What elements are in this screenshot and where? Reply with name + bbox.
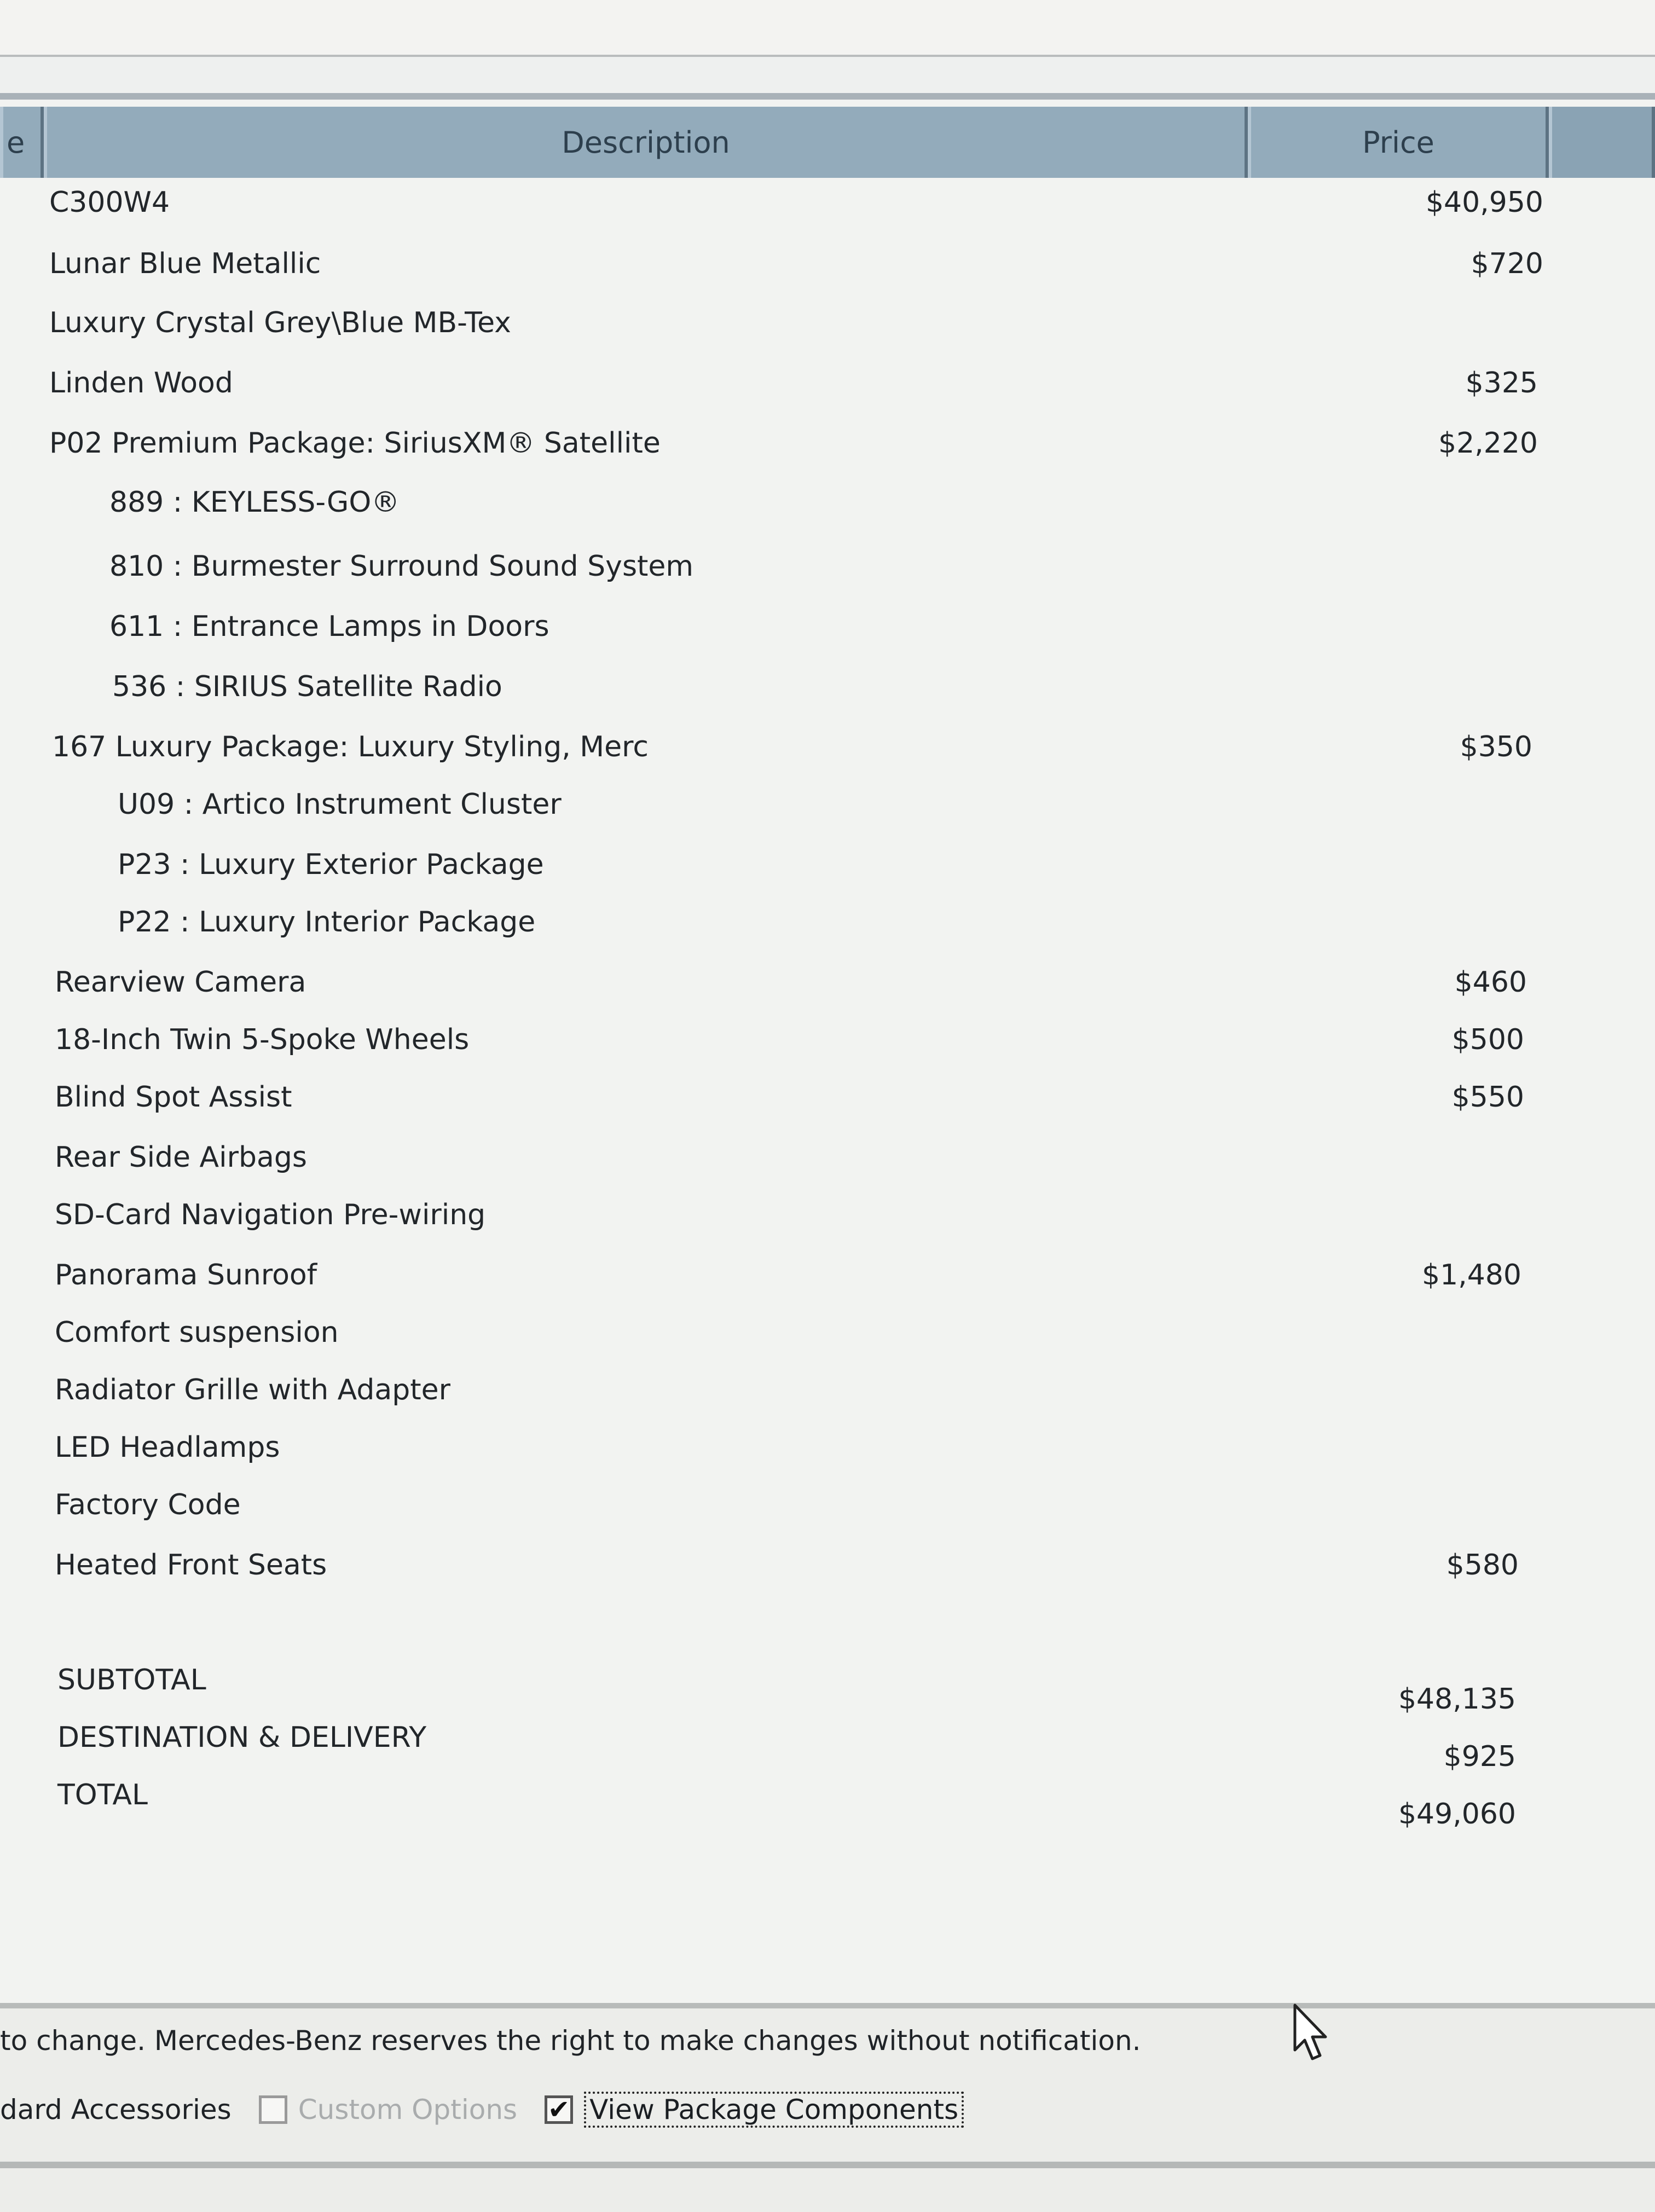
table-row[interactable] <box>0 955 1554 1010</box>
mouse-pointer-icon <box>1292 2003 1330 2063</box>
table-row[interactable] <box>0 475 1554 530</box>
row-price: $720 <box>1471 247 1543 280</box>
table-header <box>0 107 1655 178</box>
column-header-description[interactable]: Description <box>44 107 1248 178</box>
column-header-stub[interactable]: e <box>0 107 44 178</box>
destination-delivery-row <box>0 1710 1554 1773</box>
row-description: Lunar Blue Metallic <box>49 247 321 280</box>
table-row[interactable] <box>0 1363 1554 1417</box>
row-price: $580 <box>1446 1549 1519 1582</box>
total-label: TOTAL <box>57 1779 148 1811</box>
table-row[interactable] <box>0 1130 1554 1185</box>
table-row[interactable] <box>0 720 1554 774</box>
column-header-filler <box>1549 107 1655 178</box>
row-description: Rear Side Airbags <box>55 1141 307 1174</box>
standard-accessories-label[interactable]: dard Accessories <box>0 2094 232 2126</box>
row-description: Blind Spot Assist <box>55 1081 292 1114</box>
row-description: Panorama Sunroof <box>55 1259 317 1292</box>
checkmark-icon: ✔ <box>547 2094 570 2125</box>
row-price: $40,950 <box>1425 186 1543 219</box>
row-description: P22 : Luxury Interior Package <box>118 906 536 939</box>
row-price: $550 <box>1451 1081 1524 1114</box>
row-description: 611 : Entrance Lamps in Doors <box>109 610 549 643</box>
table-row[interactable] <box>0 1305 1554 1360</box>
table-row[interactable] <box>0 837 1554 892</box>
table-row[interactable] <box>0 1012 1554 1067</box>
table-row[interactable] <box>0 1420 1554 1475</box>
column-header-price[interactable]: Price <box>1248 107 1549 178</box>
destination-delivery-value: $925 <box>1443 1740 1516 1773</box>
table-row[interactable] <box>0 1070 1554 1125</box>
row-description: Luxury Crystal Grey\Blue MB-Tex <box>49 306 511 339</box>
row-description: 18-Inch Twin 5-Spoke Wheels <box>55 1023 470 1056</box>
top-strip <box>0 0 1655 57</box>
row-description: 810 : Burmester Surround Sound System <box>109 550 694 583</box>
table-row[interactable] <box>0 356 1554 410</box>
row-description: SD-Card Navigation Pre-wiring <box>55 1198 486 1231</box>
table-row[interactable] <box>0 599 1554 654</box>
row-description: C300W4 <box>49 186 170 219</box>
table-row[interactable] <box>0 1538 1554 1593</box>
row-description: LED Headlamps <box>55 1431 280 1464</box>
row-description: Radiator Grille with Adapter <box>55 1374 450 1406</box>
options-row <box>0 2085 964 2134</box>
row-description: U09 : Artico Instrument Cluster <box>118 788 562 821</box>
row-price: $1,480 <box>1422 1259 1521 1292</box>
row-description: Factory Code <box>55 1489 241 1521</box>
row-description: Rearview Camera <box>55 966 306 999</box>
table-row[interactable] <box>0 1478 1554 1532</box>
bottom-divider <box>0 2162 1655 2168</box>
row-description: Comfort suspension <box>55 1316 339 1349</box>
table-row[interactable] <box>0 659 1554 714</box>
row-description: 536 : SIRIUS Satellite Radio <box>112 670 502 703</box>
total-value: $49,060 <box>1398 1798 1516 1831</box>
table-row[interactable] <box>0 1188 1554 1242</box>
row-description: Linden Wood <box>49 367 233 399</box>
table-row[interactable] <box>0 895 1554 949</box>
row-price: $350 <box>1460 731 1532 763</box>
subtotal-label: SUBTOTAL <box>57 1664 206 1696</box>
table-row[interactable] <box>0 236 1554 291</box>
disclaimer-text: to change. Mercedes-Benz reserves the right to make changes without notification. <box>0 2025 1141 2057</box>
view-package-components-label[interactable]: View Package Components <box>584 2092 964 2128</box>
destination-delivery-label: DESTINATION & DELIVERY <box>57 1721 427 1754</box>
row-price: $325 <box>1465 367 1538 399</box>
total-row <box>0 1768 1554 1831</box>
table-row[interactable] <box>0 296 1554 350</box>
table-row[interactable] <box>0 1248 1554 1302</box>
row-description: P02 Premium Package: SiriusXM® Satellite <box>49 427 661 460</box>
subtotal-row <box>0 1653 1554 1716</box>
row-price: $460 <box>1454 966 1527 999</box>
view-package-components-checkbox[interactable] <box>545 2095 573 2124</box>
table-row[interactable] <box>0 777 1554 832</box>
table-row[interactable] <box>0 175 1554 230</box>
row-description: Heated Front Seats <box>55 1549 327 1582</box>
row-description: 889 : KEYLESS-GO® <box>109 486 400 519</box>
subtotal-value: $48,135 <box>1398 1683 1516 1716</box>
row-description: P23 : Luxury Exterior Package <box>118 848 544 881</box>
custom-options-label[interactable]: Custom Options <box>298 2094 518 2126</box>
row-description: 167 Luxury Package: Luxury Styling, Merc <box>52 731 649 763</box>
table-row[interactable] <box>0 416 1554 471</box>
row-price: $500 <box>1451 1023 1524 1056</box>
custom-options-checkbox[interactable] <box>259 2095 287 2124</box>
row-price: $2,220 <box>1438 427 1538 460</box>
table-row[interactable] <box>0 539 1554 594</box>
